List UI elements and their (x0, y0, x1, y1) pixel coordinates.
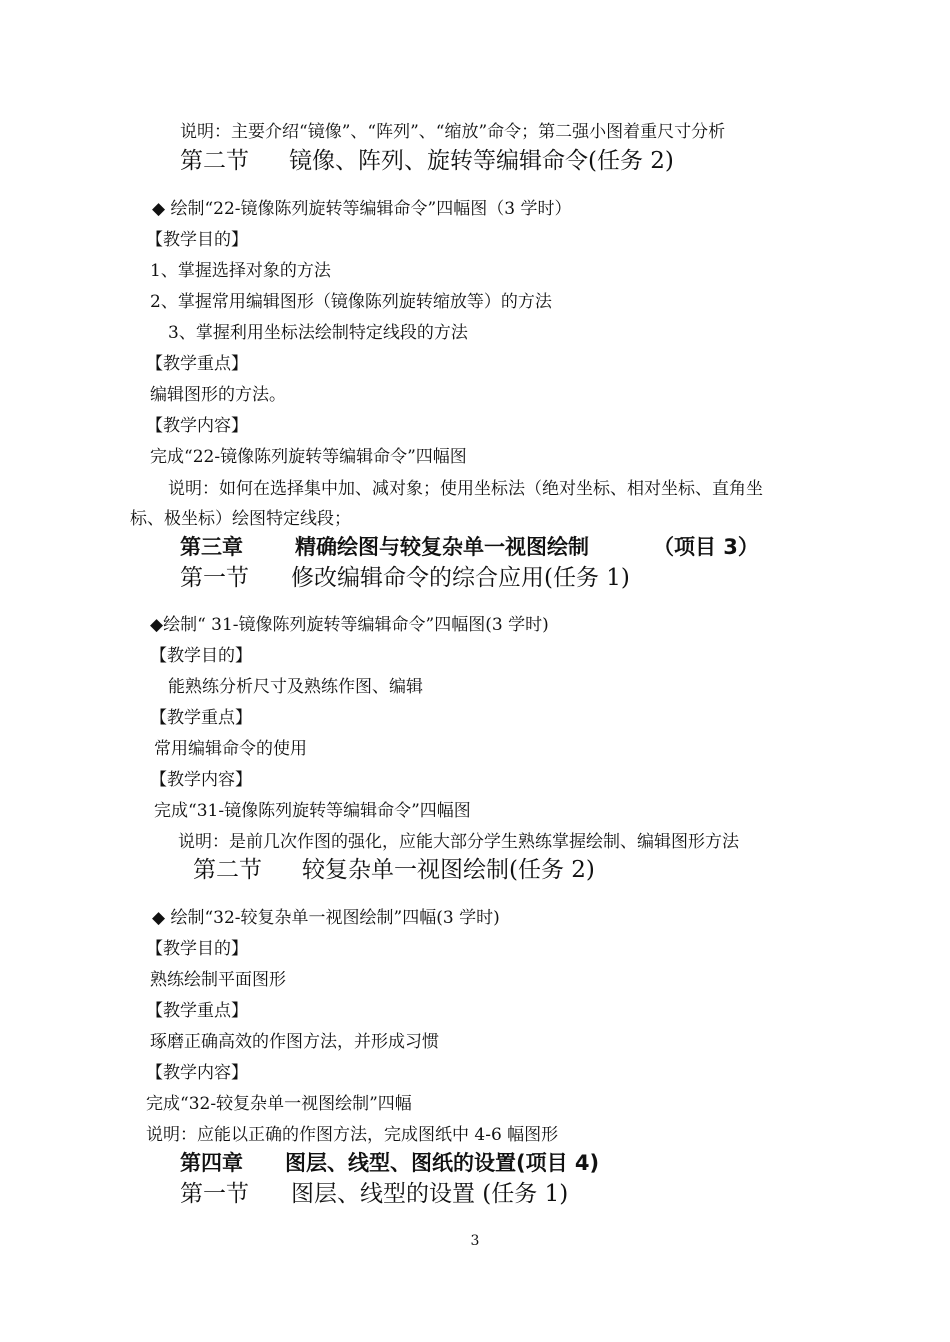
chapter-title: 精确绘图与较复杂单一视图绘制 (295, 535, 589, 559)
label-teaching-content: 【教学内容】 (146, 416, 248, 436)
label-teaching-focus: 【教学重点】 (146, 1001, 248, 1021)
focus-item: 琢磨正确高效的作图方法，并形成习惯 (150, 1032, 439, 1052)
section-title: 修改编辑命令的综合应用(任务 1) (291, 565, 630, 591)
note-line: 标、极坐标）绘图特定线段； (130, 509, 351, 529)
objective-item: 1、掌握选择对象的方法 (150, 261, 331, 281)
objective-item: 3、掌握利用坐标法绘制特定线段的方法 (168, 323, 468, 343)
note-line: 说明：如何在选择集中加、减对象；使用坐标法（绝对坐标、相对坐标、直角坐 (168, 479, 763, 499)
section-title: 镜像、阵列、旋转等编辑命令(任务 2) (289, 148, 674, 174)
task-item: ◆ 绘制“22-镜像陈列旋转等编辑命令”四幅图（3 学时） (152, 199, 572, 219)
focus-item: 常用编辑命令的使用 (154, 739, 307, 759)
content-item: 完成“22-镜像陈列旋转等编辑命令”四幅图 (150, 447, 467, 467)
section-title: 图层、线型的设置 (任务 1) (291, 1181, 569, 1207)
chapter-heading (180, 1149, 599, 1177)
task-item: ◆绘制“ 31-镜像陈列旋转等编辑命令”四幅图(3 学时) (150, 615, 549, 635)
section-number: 第一节 (180, 1181, 249, 1207)
note-line: 说明：是前几次作图的强化，应能大部分学生熟练掌握绘制、编辑图形方法 (178, 832, 739, 852)
note-line: 说明：主要介绍“镜像”、“阵列”、“缩放”命令；第二强小图着重尺寸分析 (180, 122, 726, 142)
objective-item: 能熟练分析尺寸及熟练作图、编辑 (168, 677, 423, 697)
section-number: 第二节 (193, 857, 262, 883)
chapter-number: 第三章 (180, 535, 243, 559)
note-line: 说明：应能以正确的作图方法，完成图纸中 4-6 幅图形 (146, 1125, 559, 1145)
content-item: 完成“31-镜像陈列旋转等编辑命令”四幅图 (154, 801, 471, 821)
label-teaching-content: 【教学内容】 (146, 1063, 248, 1083)
section-heading (180, 1179, 568, 1209)
chapter-heading (180, 533, 759, 561)
focus-item: 编辑图形的方法。 (150, 385, 286, 405)
objective-item: 2、掌握常用编辑图形（镜像陈列旋转缩放等）的方法 (150, 292, 552, 312)
task-item: ◆ 绘制“32-较复杂单一视图绘制”四幅(3 学时) (152, 908, 500, 928)
label-teaching-objective: 【教学目的】 (146, 230, 248, 250)
chapter-title: 图层、线型、图纸的设置(项目 4) (285, 1151, 600, 1175)
chapter-project: （项目 3） (653, 535, 759, 559)
label-teaching-content: 【教学内容】 (150, 770, 252, 790)
label-teaching-focus: 【教学重点】 (146, 354, 248, 374)
label-teaching-objective: 【教学目的】 (150, 646, 252, 666)
content-item: 完成“32-较复杂单一视图绘制”四幅 (146, 1094, 412, 1114)
section-heading (180, 563, 630, 593)
objective-item: 熟练绘制平面图形 (150, 970, 286, 990)
chapter-number: 第四章 (180, 1151, 243, 1175)
section-number: 第二节 (180, 148, 249, 174)
section-title: 较复杂单一视图绘制(任务 2) (302, 857, 595, 883)
page-number: 3 (470, 1233, 480, 1249)
label-teaching-focus: 【教学重点】 (150, 708, 252, 728)
label-teaching-objective: 【教学目的】 (146, 939, 248, 959)
section-heading (193, 855, 595, 885)
section-number: 第一节 (180, 565, 249, 591)
section-heading (180, 146, 674, 176)
